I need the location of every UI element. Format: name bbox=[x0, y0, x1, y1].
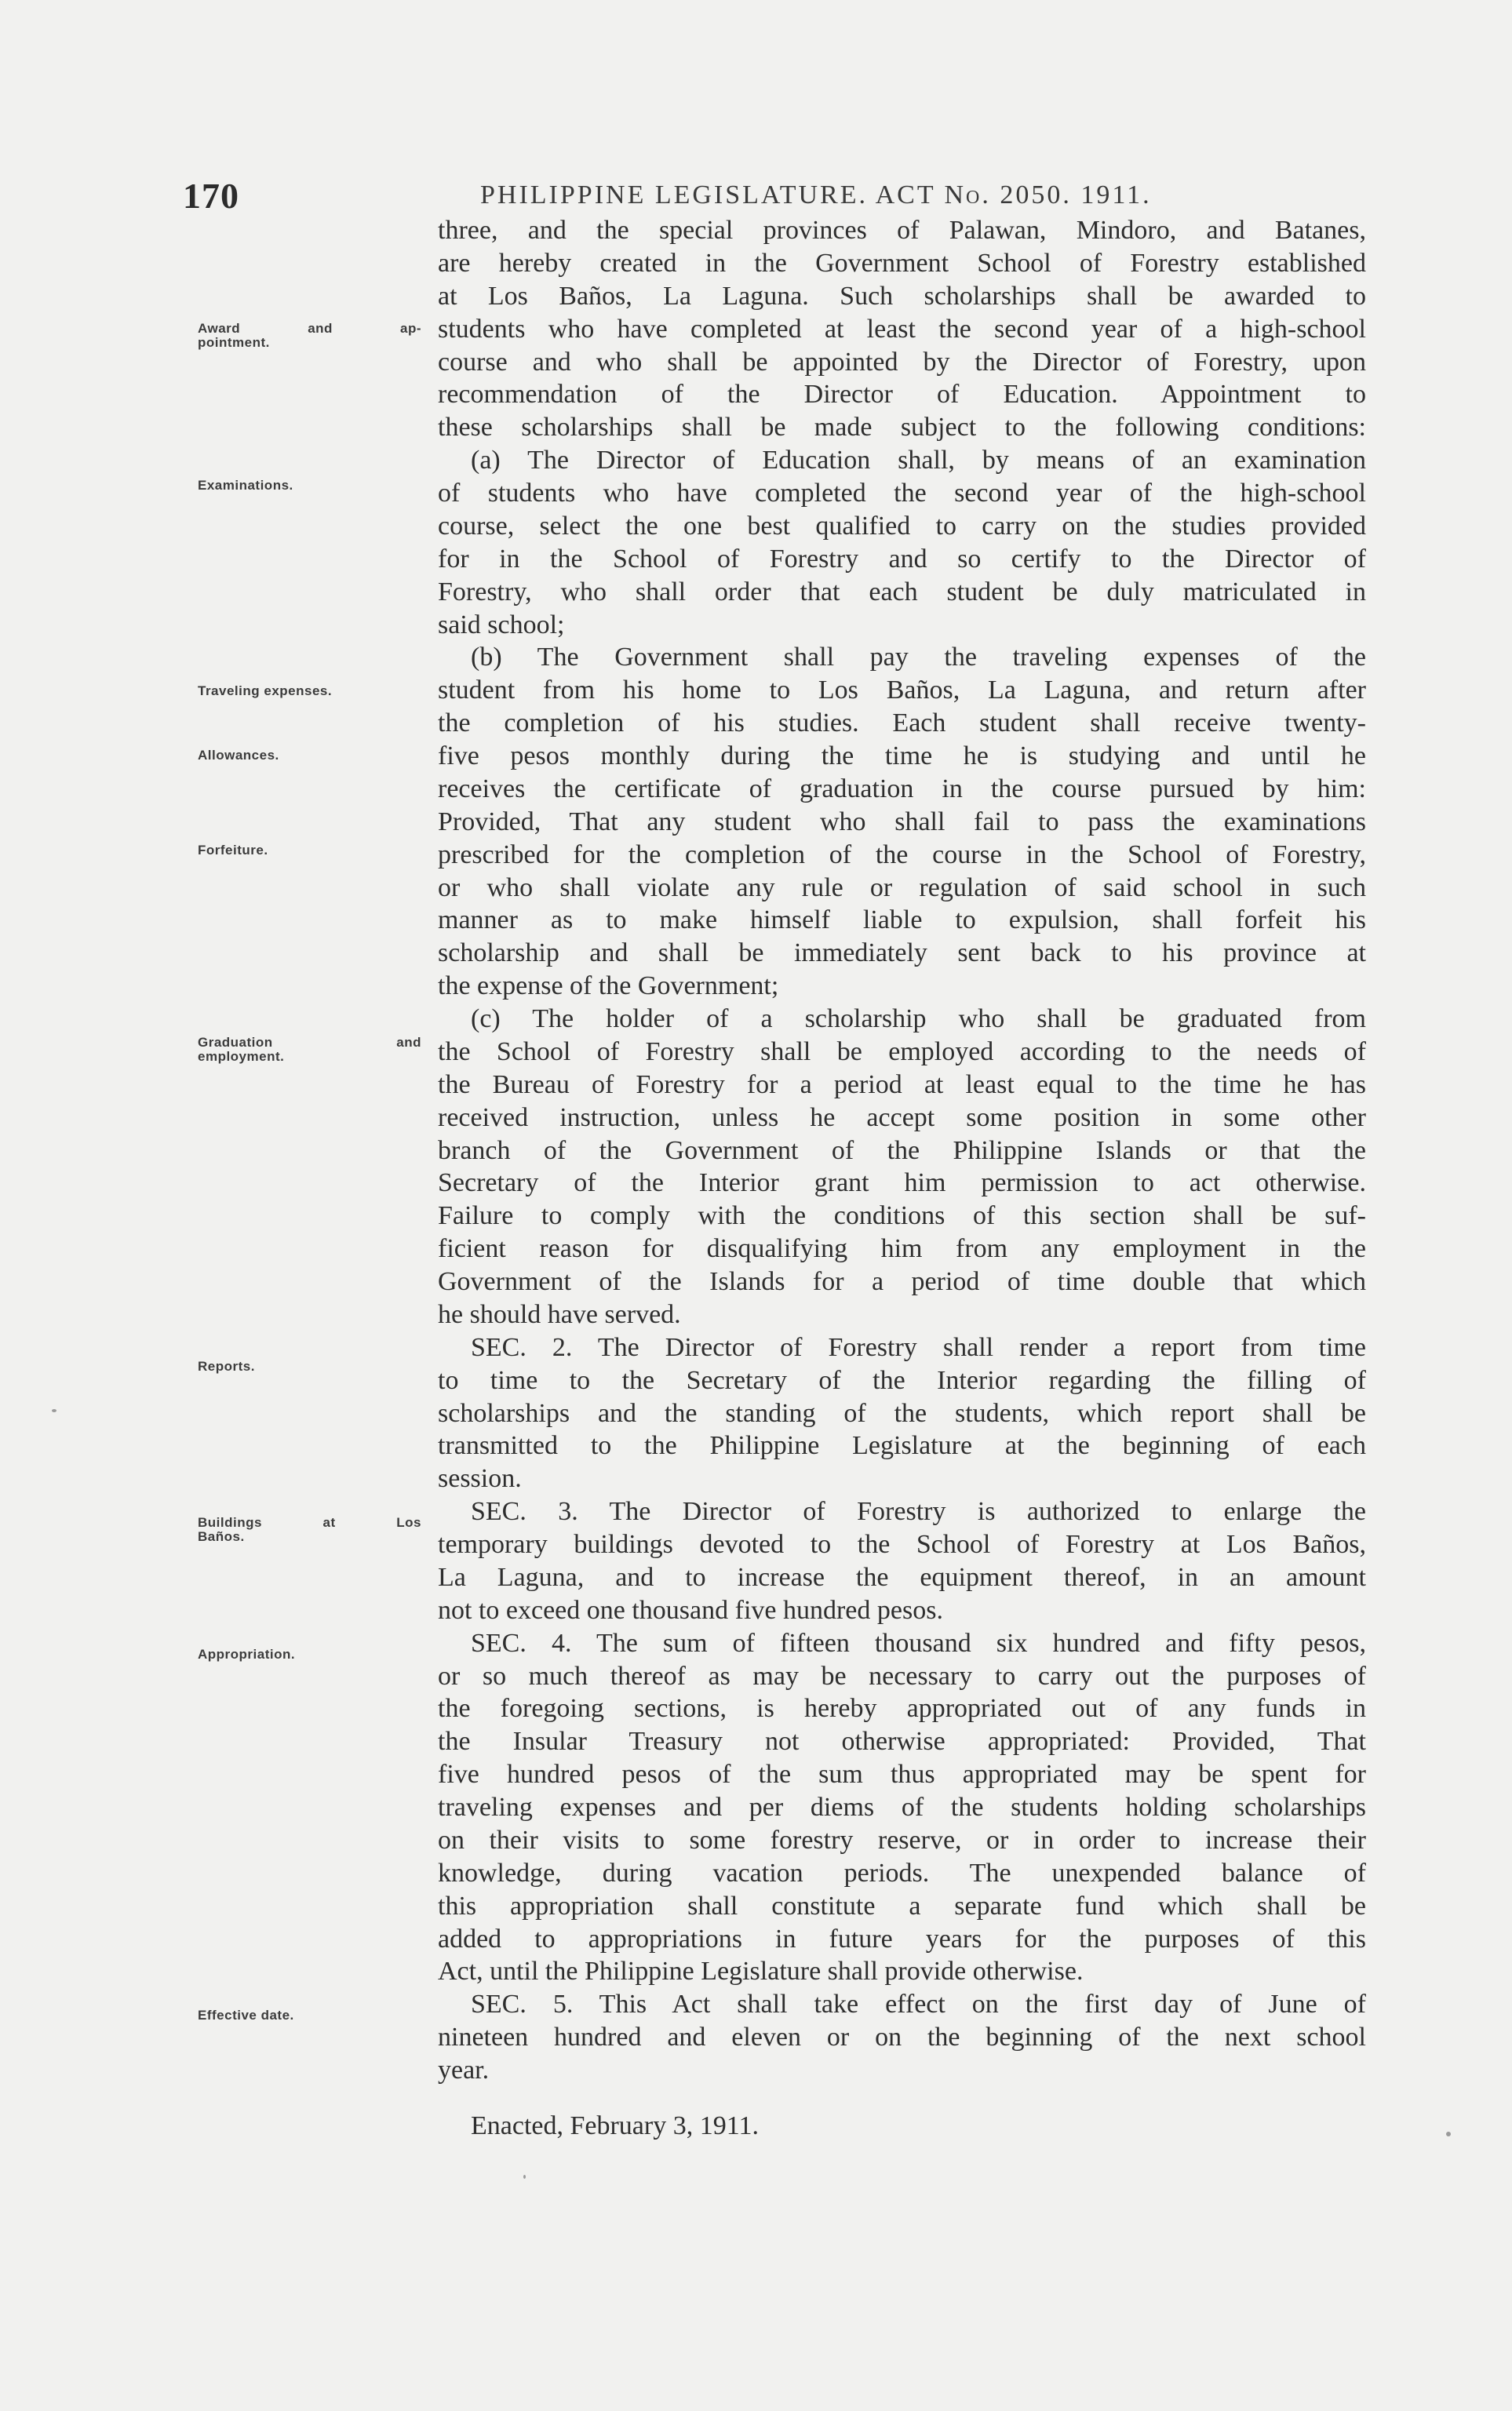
body-line: not to exceed one thousand five hundred pesos. bbox=[438, 1596, 943, 1625]
margin-note-graduation-and-employment bbox=[198, 1036, 421, 1064]
body-line: La Laguna, and to increase the equipment thereof, in an amount bbox=[438, 1563, 1366, 1592]
body-line: the expense of the Government; bbox=[438, 971, 779, 1000]
body-line: SEC. 4. The sum of fifteen thousand six hundred and fifty pesos, bbox=[471, 1629, 1366, 1658]
body-line: of students who have completed the second year of the high-school bbox=[438, 479, 1366, 508]
body-line: ficient reason for disqualifying him from any employment in the bbox=[438, 1234, 1366, 1263]
body-line: course and who shall be appointed by the Director of Forestry, upon bbox=[438, 348, 1366, 377]
margin-note-line: Appropriation. bbox=[198, 1647, 296, 1662]
body-line: received instruction, unless he accept some position in some other bbox=[438, 1103, 1366, 1132]
margin-note-line: Award and ap- bbox=[198, 321, 421, 336]
margin-note-line: employment. bbox=[198, 1048, 285, 1064]
body-line: prescribed for the completion of the course in the School of Forestry, bbox=[438, 840, 1366, 869]
body-line: traveling expenses and per diems of the students holding scholarships bbox=[438, 1793, 1366, 1822]
body-line: the foregoing sections, is hereby appropriated out of any funds in bbox=[438, 1694, 1366, 1723]
body-line: student from his home to Los Baños, La Laguna, and return after bbox=[438, 676, 1366, 705]
body-line: Secretary of the Interior grant him permission to act otherwise. bbox=[438, 1168, 1366, 1197]
body-line: branch of the Government of the Philippine Islands or that the bbox=[438, 1136, 1366, 1165]
margin-note-allowances bbox=[198, 748, 279, 763]
body-line: added to appropriations in future years for the purposes of this bbox=[438, 1925, 1366, 1954]
body-line: are hereby created in the Government School of Forestry established bbox=[438, 249, 1366, 278]
margin-note-line: Traveling expenses. bbox=[198, 683, 333, 698]
body-line: (c) The holder of a scholarship who shall be graduated from bbox=[471, 1004, 1366, 1033]
body-line: Act, until the Philippine Legislature shall provide otherwise. bbox=[438, 1957, 1084, 1986]
margin-note-effective-date bbox=[198, 2009, 294, 2023]
body-line: SEC. 5. This Act shall take effect on the first day of June of bbox=[471, 1990, 1366, 2019]
body-line: the Bureau of Forestry for a period at least equal to the time he has bbox=[438, 1070, 1366, 1099]
body-line: to time to the Secretary of the Interior regarding the filling of bbox=[438, 1366, 1366, 1395]
body-line: (a) The Director of Education shall, by means of an examination bbox=[471, 446, 1366, 475]
body-line: SEC. 2. The Director of Forestry shall render a report from time bbox=[471, 1333, 1366, 1362]
margin-note-appropriation bbox=[198, 1648, 295, 1662]
body-line: five pesos monthly during the time he is studying and until he bbox=[438, 741, 1366, 770]
body-line: five hundred pesos of the sum thus appropriated may be spent for bbox=[438, 1760, 1366, 1789]
body-line: the Insular Treasury not otherwise appropriated: Provided, That bbox=[438, 1727, 1366, 1756]
margin-note-line: Effective date. bbox=[198, 2008, 294, 2023]
body-line: he should have served. bbox=[438, 1300, 681, 1329]
body-line: knowledge, during vacation periods. The unexpended balance of bbox=[438, 1859, 1366, 1888]
margin-note-line: Graduation and bbox=[198, 1035, 421, 1050]
margin-note-examinations bbox=[198, 479, 293, 493]
margin-note-line: Forfeiture. bbox=[198, 843, 268, 858]
margin-note-line: pointment. bbox=[198, 334, 270, 350]
running-head: PHILIPPINE LEGISLATURE. ACT No. 2050. 1911. bbox=[480, 180, 1152, 209]
margin-note-buildings-at-los-banos bbox=[198, 1516, 421, 1544]
body-line: Failure to comply with the conditions of this section shall be suf- bbox=[438, 1201, 1366, 1230]
body-line: Forestry, who shall order that each student be duly matriculated in bbox=[438, 577, 1366, 606]
body-line: SEC. 3. The Director of Forestry is authorized to enlarge the bbox=[471, 1497, 1366, 1526]
margin-note-line: Examinations. bbox=[198, 478, 293, 493]
body-line: at Los Baños, La Laguna. Such scholarships shall be awarded to bbox=[438, 282, 1366, 311]
body-line: for in the School of Forestry and so certify to the Director of bbox=[438, 544, 1366, 574]
margin-note-reports bbox=[198, 1360, 255, 1374]
scan-speck bbox=[1446, 2132, 1451, 2136]
margin-note-traveling-expenses bbox=[198, 684, 332, 698]
body-line: transmitted to the Philippine Legislature at the beginning of each bbox=[438, 1431, 1366, 1460]
body-line: Government of the Islands for a period of time double that which bbox=[438, 1267, 1366, 1296]
body-line: or who shall violate any rule or regulation of said school in such bbox=[438, 873, 1366, 902]
body-line: year. bbox=[438, 2056, 490, 2085]
body-line: (b) The Government shall pay the traveling expenses of the bbox=[471, 643, 1366, 672]
body-line: session. bbox=[438, 1464, 522, 1493]
scan-speck bbox=[523, 2175, 526, 2179]
page-number: 170 bbox=[183, 176, 239, 216]
margin-note-line: Reports. bbox=[198, 1359, 255, 1374]
body-line: three, and the special provinces of Palawan, Mindoro, and Batanes, bbox=[438, 216, 1366, 245]
body-line: manner as to make himself liable to expulsion, shall forfeit his bbox=[438, 905, 1366, 934]
body-line: scholarship and shall be immediately sent back to his province at bbox=[438, 938, 1366, 967]
margin-note-line: Allowances. bbox=[198, 748, 279, 763]
body-line: students who have completed at least the second year of a high-school bbox=[438, 315, 1366, 344]
margin-note-forfeiture bbox=[198, 843, 268, 858]
body-line: recommendation of the Director of Education. Appointment to bbox=[438, 380, 1366, 409]
body-line: receives the certificate of graduation in the course pursued by him: bbox=[438, 774, 1366, 803]
body-line: this appropriation shall constitute a separate fund which shall be bbox=[438, 1892, 1366, 1921]
margin-note-line: Baños. bbox=[198, 1528, 245, 1544]
scan-speck bbox=[52, 1409, 56, 1412]
body-line: these scholarships shall be made subject to the following conditions: bbox=[438, 413, 1366, 442]
enacted-date: Enacted, February 3, 1911. bbox=[471, 2111, 759, 2140]
body-line: said school; bbox=[438, 610, 565, 639]
body-line: course, select the one best qualified to carry on the studies provided bbox=[438, 512, 1366, 541]
body-line: temporary buildings devoted to the School of Forestry at Los Baños, bbox=[438, 1530, 1366, 1559]
body-line: scholarships and the standing of the students, which report shall be bbox=[438, 1399, 1366, 1428]
body-line: Provided, That any student who shall fail to pass the examinations bbox=[438, 807, 1366, 836]
body-line: the School of Forestry shall be employed according to the needs of bbox=[438, 1037, 1366, 1066]
body-line: nineteen hundred and eleven or on the beginning of the next school bbox=[438, 2023, 1366, 2052]
margin-note-award-and-appointment bbox=[198, 322, 421, 350]
body-line: on their visits to some forestry reserve, or in order to increase their bbox=[438, 1826, 1366, 1855]
margin-note-line: Buildings at Los bbox=[198, 1515, 421, 1530]
body-line: the completion of his studies. Each student shall receive twenty- bbox=[438, 708, 1366, 738]
body-line: or so much thereof as may be necessary to carry out the purposes of bbox=[438, 1662, 1366, 1691]
